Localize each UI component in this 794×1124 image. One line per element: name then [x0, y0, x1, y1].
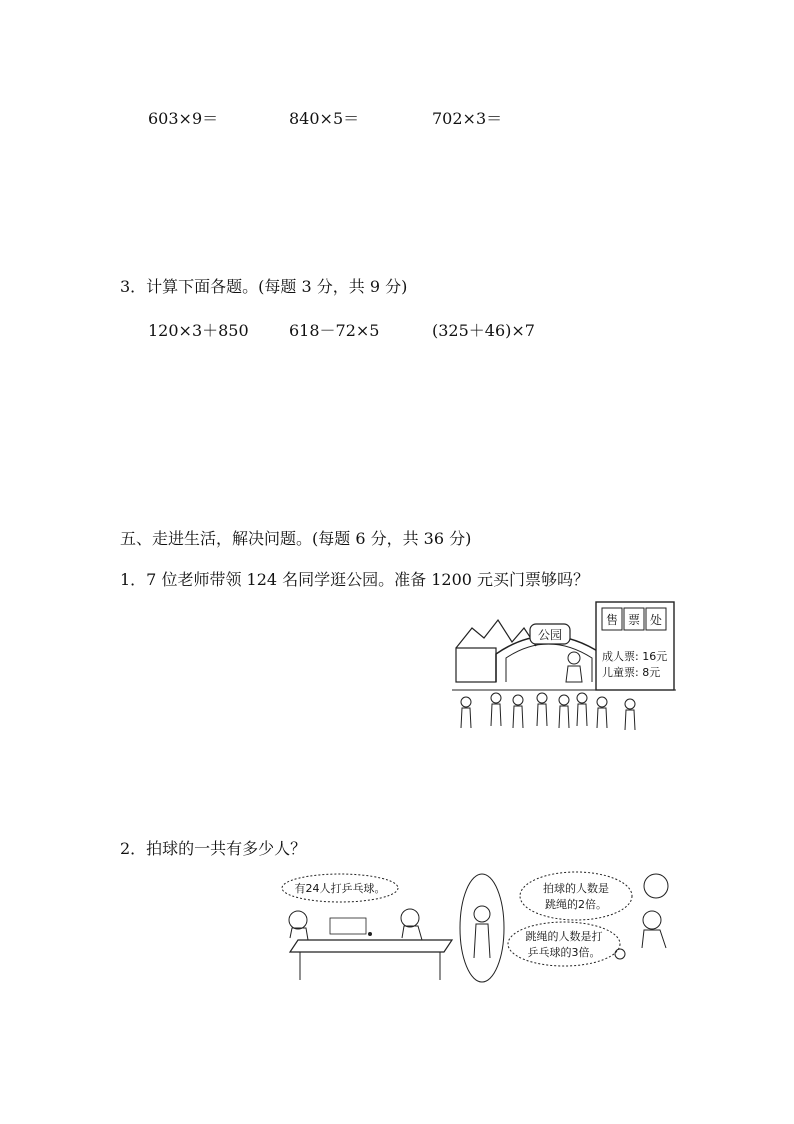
bubble3-line1: 跳绳的人数是打 — [525, 930, 603, 943]
bouncing-ball — [644, 874, 668, 898]
bouncer-body — [642, 930, 666, 948]
pingpong-table — [290, 940, 452, 952]
bubble1-text: 有24人打乒乓球。 — [294, 882, 386, 895]
booth-char-1: 售 — [605, 613, 619, 627]
bubble3-line2: 乒乓球的3倍。 — [527, 946, 601, 959]
calc-840x5: 840×5＝ — [289, 109, 360, 128]
pingpong-net — [330, 918, 366, 934]
q3-expr-1: 120×3＋850 — [148, 321, 249, 340]
bubble2-line1: 拍球的人数是 — [543, 882, 609, 895]
problem2-text: 2．拍球的一共有多少人？ — [120, 839, 307, 858]
speech-bubble-3 — [508, 922, 620, 966]
calc-702x3: 702×3＝ — [432, 109, 503, 128]
park-scene-svg — [452, 598, 676, 740]
q3-expr-2: 618－72×5 — [289, 321, 380, 340]
bubble2-line2: 跳绳的2倍。 — [545, 898, 607, 911]
player-left-head — [289, 911, 307, 929]
problem1-text: 1．7 位老师带领 124 名同学逛公园。准备 1200 元买门票够吗？ — [120, 570, 590, 589]
speech-bubble-2 — [520, 872, 632, 920]
calc-603x9: 603×9＝ — [148, 109, 219, 128]
jump-rope — [460, 874, 504, 982]
player-right-head — [401, 909, 419, 927]
q3-heading: 3．计算下面各题。(每题 3 分，共 9 分) — [120, 277, 408, 296]
bouncer-head — [643, 911, 661, 929]
left-wall — [456, 648, 496, 682]
children-group — [461, 693, 635, 730]
ball-games-illustration — [276, 868, 676, 988]
park-ticket-illustration — [452, 598, 676, 740]
teacher-head — [568, 652, 580, 664]
ball-games-svg — [276, 868, 676, 988]
adult-ticket-price: 成人票: 16元 — [602, 650, 668, 663]
pingpong-ball — [368, 932, 372, 936]
jumper-head — [474, 906, 490, 922]
booth-char-2: 票 — [627, 613, 641, 627]
mountains-shape — [456, 620, 536, 648]
booth-char-3: 处 — [649, 613, 663, 627]
small-ball — [615, 949, 625, 959]
park-sign-text: 公园 — [537, 628, 563, 642]
teacher-body — [566, 666, 582, 682]
park-gate-inner — [506, 644, 592, 682]
section5-heading: 五、走进生活，解决问题。(每题 6 分，共 36 分) — [120, 529, 472, 548]
jumper-body — [474, 924, 490, 958]
q3-expr-3: (325＋46)×7 — [432, 321, 535, 340]
child-ticket-price: 儿童票: 8元 — [602, 666, 661, 679]
